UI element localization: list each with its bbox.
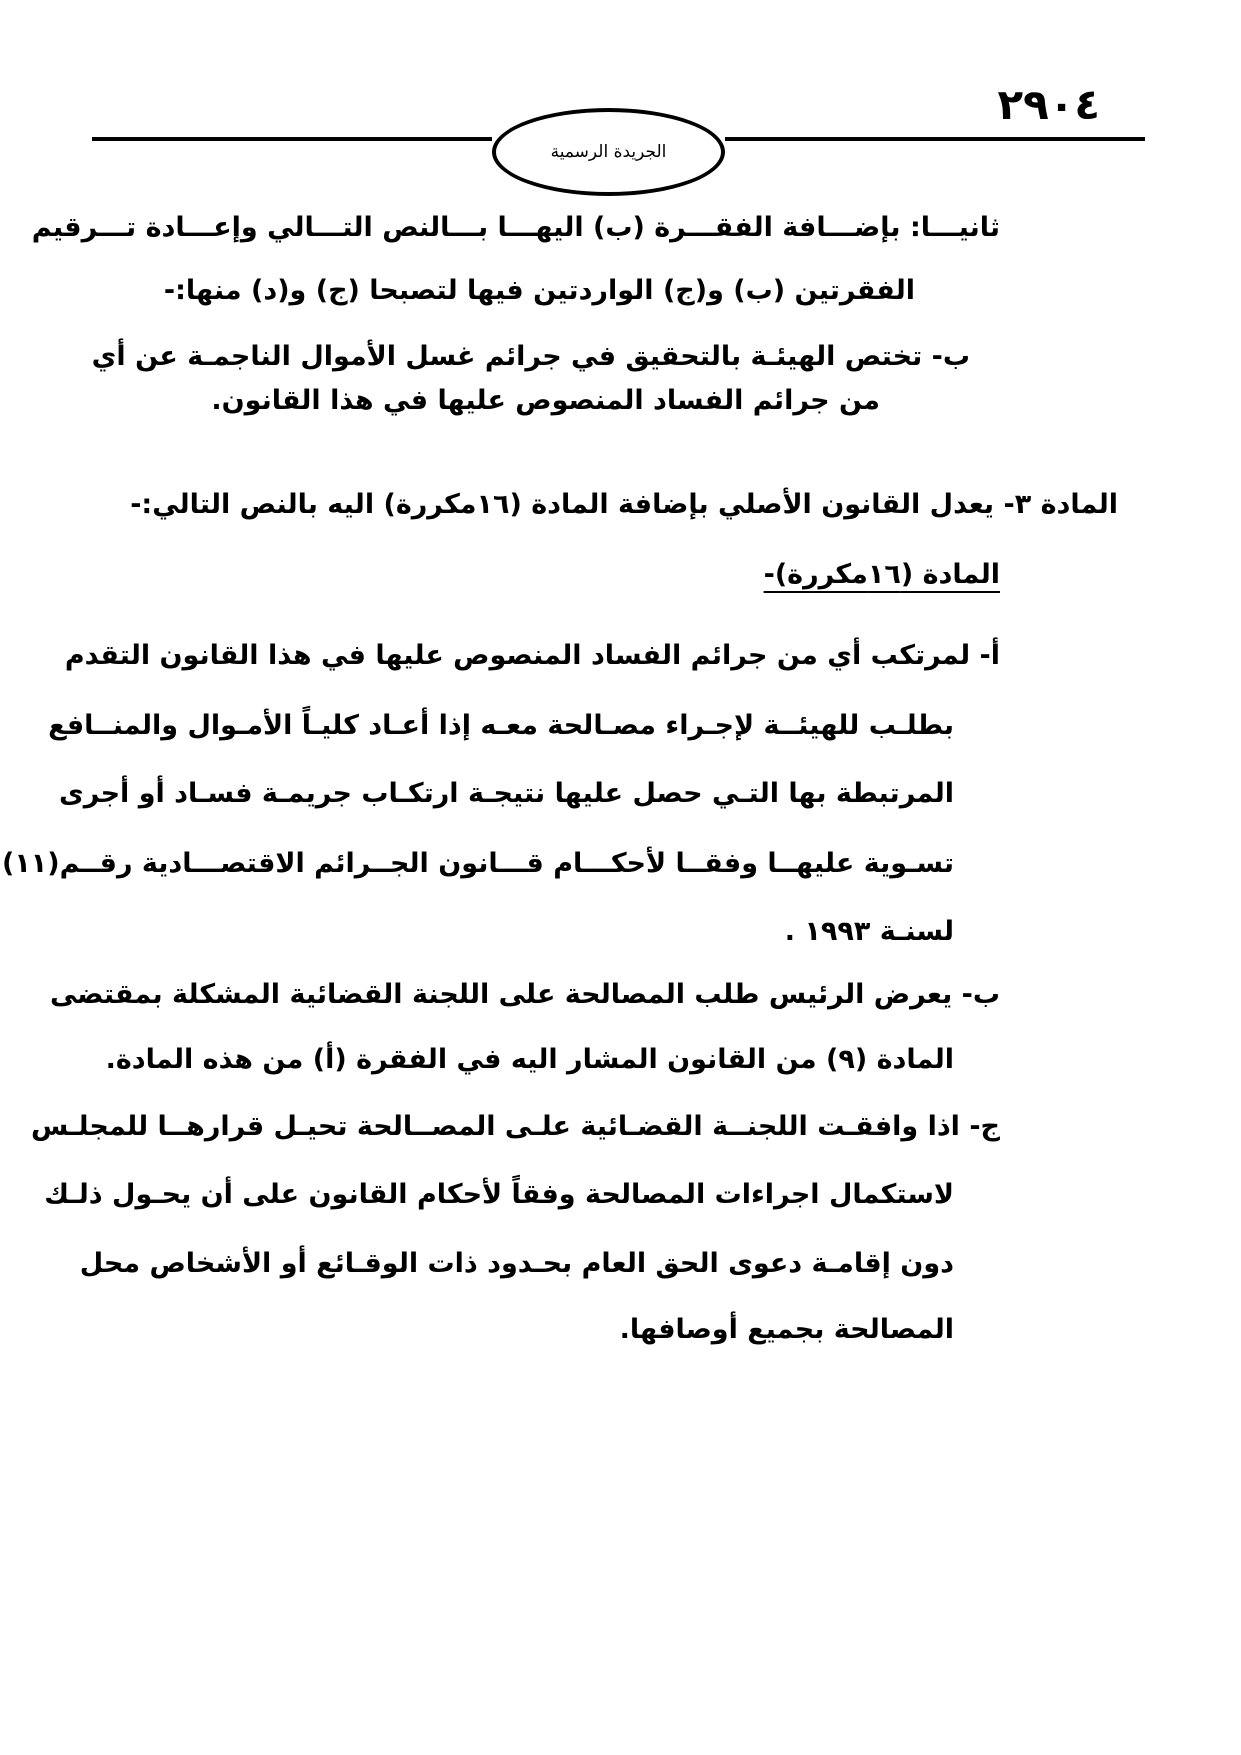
text-line: ثانيـــا: بإضـــافة الفقـــرة (ب) اليهـــا بـــالنص التـــالي وإعـــادة تـــرقيم bbox=[31, 212, 1000, 243]
page-number: ٢٩٠٤ bbox=[997, 80, 1100, 129]
text-line: لسنـة ١٩٩٣ . bbox=[784, 916, 954, 947]
text-line: تسـوية عليهــا وفقــا لأحكـــام قـــانون الجــرائم الاقتصـــادية رقــم(١١) bbox=[1, 848, 954, 879]
article-heading: المادة ٣- يعدل القانون الأصلي بإضافة المادة (١٦مكررة) اليه بالنص التالي:- bbox=[130, 489, 1118, 520]
text-line: ج- اذا وافقـت اللجنــة القضـائية علـى المصــالحة تحيـل قرارهــا للمجلـس bbox=[31, 1111, 1000, 1142]
text-line: الفقرتين (ب) و(ج) الواردتين فيها لتصبحا (ج) و(د) منها:- bbox=[163, 275, 915, 306]
header-rule-right bbox=[725, 137, 1145, 141]
text-line: دون إقامـة دعوى الحق العام بحـدود ذات الوقـائع أو الأشخاص محل bbox=[79, 1248, 954, 1279]
text-line: بطلـب للهيئــة لإجـراء مصـالحة معـه إذا أعـاد كليـاً الأمـوال والمنــافع bbox=[48, 710, 954, 741]
text-line: ب- تختص الهيئـة بالتحقيق في جرائم غسل الأموال الناجمـة عن أي bbox=[91, 341, 970, 372]
text-line: ب- يعرض الرئيس طلب المصالحة على اللجنة القضائية المشكلة بمقتضى bbox=[49, 979, 1000, 1010]
header-rule-left bbox=[92, 137, 492, 141]
text-line: المصالحة بجميع أوصافها. bbox=[619, 1314, 954, 1345]
text-line: لاستكمال اجراءات المصالحة وفقاً لأحكام القانون على أن يحـول ذلـك bbox=[44, 1179, 954, 1210]
text-line: المادة (٩) من القانون المشار اليه في الفقرة (أ) من هذه المادة. bbox=[105, 1044, 954, 1075]
gazette-title-oval bbox=[492, 108, 725, 196]
text-line: أ- لمرتكب أي من جرائم الفساد المنصوص عليها في هذا القانون التقدم bbox=[64, 640, 1000, 671]
article-title: المادة (١٦مكررة)- bbox=[763, 559, 1000, 590]
text-line: من جرائم الفساد المنصوص عليها في هذا القانون. bbox=[211, 385, 880, 416]
gazette-title: الجريدة الرسمية bbox=[550, 142, 667, 162]
text-line: المرتبطة بها التـي حصل عليها نتيجـة ارتكـاب جريمـة فسـاد أو أجرى bbox=[59, 778, 954, 809]
